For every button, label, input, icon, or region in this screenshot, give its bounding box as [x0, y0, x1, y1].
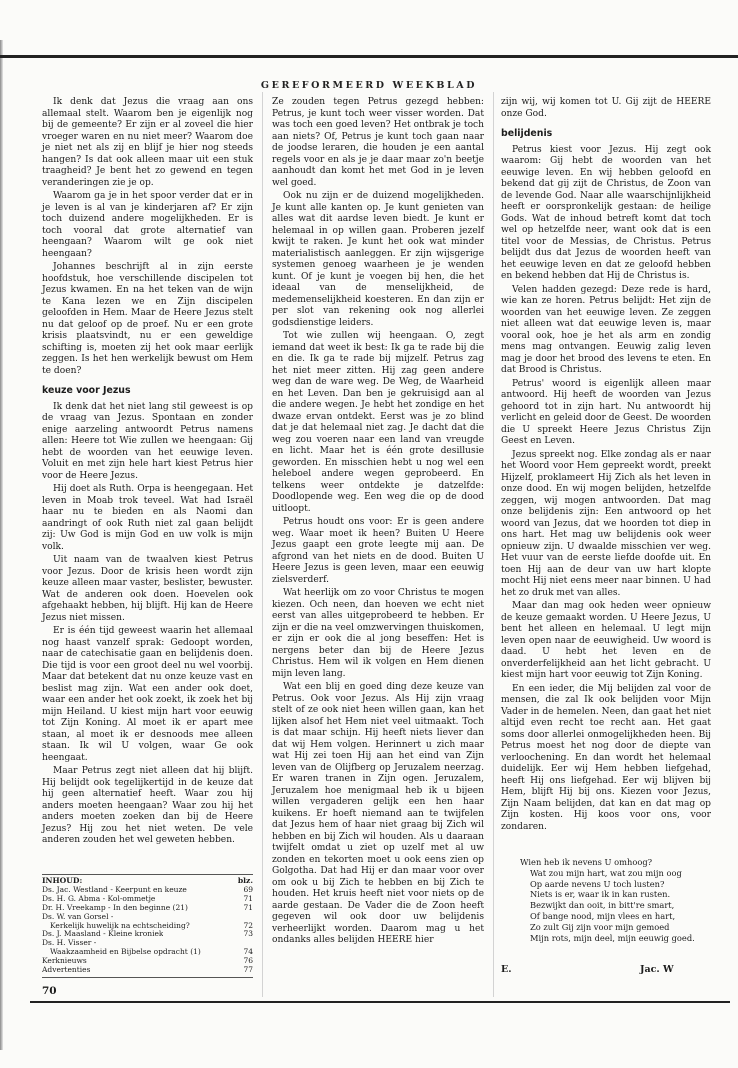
poem-line: Op aarde nevens U toch lusten?: [530, 878, 665, 889]
poem: [520, 857, 720, 943]
paragraph: Ze zouden tegen Petrus gezegd hebben: Petrus, je kunt toch weer visser worden. Dat was toch een goed leven? Het ontbrak je toch aan niets? Of, Petrus je kunt toch gaan naar de joodse leraren, die houden je een aantal regels voor en als je je daar maar zo'n beetje aanhoudt dan komt het met God in je leven wel goed.: [272, 97, 484, 188]
paragraph: Waarom ga je in het spoor verder dat er in je leven is al van je kinderjaren af? Er zijn toch duizend andere mogelijkheden. Er is toch vooral dat grote alternatief van heengaan? Waarom wilt ge ook niet heengaan?: [42, 191, 253, 259]
toc-page-header: blz.: [237, 876, 253, 885]
toc-entry: Ds. H. G. Abma - Kol-ommetje 71: [42, 893, 253, 903]
signature-initial: E.: [501, 964, 512, 975]
paragraph: Maar dan mag ook heden weer opnieuw de keuze gemaakt worden. U Heere Jezus, U bent het alleen en helemaal. U legt mijn leven open naar de eeuwigheid. Uw woord is daad. U hebt het leven en de onverderfelijkheid aan het licht gebracht. U kiest mijn hart voor eeuwig tot Zijn Koning.: [501, 601, 711, 680]
toc-entry: Kerknieuws 76: [42, 956, 253, 966]
scan-edge: [0, 40, 3, 1050]
paragraph: Petrus houdt ons voor: Er is geen andere weg. Waar moet ik heen? Buiten U Heere Jezus gaapt een grote leegte mij aan. De afgrond van het niets en de dood. Buiten U Heere Jezus is geen leven, maar een eeuwig zielsverderf.: [272, 517, 484, 585]
toc-entry: Kerkelijk huwelijk na echtscheiding? 72: [50, 920, 253, 930]
section-heading: keuze voor Jezus: [42, 385, 131, 396]
paragraph: Petrus kiest voor Jezus. Hij zegt ook waarom: Gij hebt de woorden van het eeuwige leven. En wij hebben geloofd en bekend dat gij zijt de Christus, de Zoon van de levende God. Naar alle waarschijnlijkheid heeft er oorspronkelijk gestaan: de heilige Gods. Wat de inhoud betreft komt dat toch wel op hetzelfde neer, want ook dat is een titel voor de Messias, de Christus. Petrus belijdt dus dat Jezus de woorden heeft van het eeuwige leven en dat ze geloofd hebben en bekend hebben dat Hij de Christus is.: [501, 144, 711, 281]
paragraph: Ik denk dat Jezus die vraag aan ons allemaal stelt. Waarom ben je eigenlijk nog bij de gemeente? Er zijn er al zoveel die hier vroeger waren en nu niet meer? Waarom doe je niet net als zij en blijf je hier nog steeds hangen? Is dat ook alleen maar uit een stuk traagheid? Je bent het zo gewend en tegen veranderingen zie je op.: [42, 97, 253, 188]
article-column-2: [272, 97, 484, 949]
toc-entry: Advertenties 77: [42, 965, 253, 975]
column-divider: [262, 92, 263, 997]
article-column-1: [42, 97, 253, 849]
page-number: 70: [42, 985, 57, 997]
footer-rule: [30, 1001, 730, 1003]
paragraph: Jezus spreekt nog. Elke zondag als er naar het Woord voor Hem gepreekt wordt, preekt Hijzelf, proklameert Hij Zich als het leven in onze dood. En wij mogen belijden, hetzelfde zeggen, wij mogen antwoorden. Dat mag onze belijdenis zijn: Een antwoord op het woord van Jezus, dat we hoorden tot diep in ons hart. Het mag uw belijdenis ook weer opnieuw zijn. U dwaalde misschien ver weg. Het vuur van de eerste liefde doofde uit. En toen Hij aan de deur van uw hart klopte mocht Hij niet eens meer naar binnen. U had het zo druk met van alles.: [501, 449, 711, 598]
toc-entry: Ds. Jac. Westland - Keerpunt en keuze 69: [42, 884, 253, 894]
paragraph: Ik denk dat het niet lang stil geweest is op de vraag van Jezus. Spontaan en zonder enige aarzeling antwoordt Petrus namens allen: Heere tot Wie zullen we heengaan: Gij hebt de woorden van het eeuwige leven. Voluit en met zijn hele hart kiest Petrus hier voor de Heere Jezus.: [42, 401, 253, 481]
column-divider: [493, 92, 494, 997]
toc-entry: Dr. H. Vreekamp - In den beginne (21) 71: [42, 902, 253, 912]
toc-rule: [42, 977, 253, 978]
toc-entry: Ds. J. Maasland - Kleine kroniek 73: [42, 929, 253, 939]
paragraph: Er is één tijd geweest waarin het allemaal nog haast vanzelf sprak: Gedoopt worden, naar de catechisatie gaan en belijdenis doen. Die tijd is voor een groot deel nu wel voorbij. Maar dat betekent dat nu onze keuze vast en beslist mag zijn. Wat een ander ook doet, waar een ander het ook zoekt, ik zoek het bij mijn Heiland. U kiest mijn hart voor eeuwig tot Zijn Koning. Al moet ik er apart mee staan, al moet ik er desnoods mee alleen staan. Ik wil U volgen, waar Ge ook heengaat.: [42, 626, 253, 763]
poem-line: Mijn rots, mijn deel, mijn eeuwig goed.: [530, 932, 695, 943]
paragraph: Wat een blij en goed ding deze keuze van Petrus. Ook voor Jezus. Als Hij zijn vraag stelt of ze ook niet heen willen gaan, kan het lijken alsof het Hem niet veel uitmaakt. Toch is dat maar schijn. Hij heeft niets liever dan dat wij Hem volgen. Herinnert u zich maar wat Hij zei toen Hij aan het eind van Zijn leven van de Olijfberg op Jeruzalem neerzag. Er waren tranen in Zijn ogen. Jeruzalem, Jeruzalem hoe menigmaal heb ik u bijeen willen vergaderen gelijk een hen haar kuikens. Er hoeft niemand aan te twijfelen dat Jezus hem of haar niet graag bij Zich wil hebben en bij Zich wil houden. Als u daaraan twijfelt omdat u ziet op uzelf met al uw zonden en tekorten moet u ook eens zien op Golgotha. Dat had Hij er dan maar voor over om ook u bij Zich te hebben en bij Zich te houden. Het kruis heeft niet voor niets op de aarde gestaan. De Vader die de Zoon heeft gegeven wil ook door uw belijdenis verheerlijkt worden. Daarom mag u het ondanks alles belijden HEERE hier: [272, 682, 484, 945]
paragraph: En een ieder, die Mij belijden zal voor de mensen, die zal Ik ook belijden voor Mijn Vader in de hemelen. Neen, dan gaat het niet altijd even recht toe recht aan. Het gaat soms door allerlei onmogelijkheden heen. Bij Petrus moest het nog door de diepte van verloochening. En dan wordt het helemaal duidelijk. Eer wij Hem hebben liefgehad, heeft Hij ons liefgehad. Eer wij blijven bij Hem, blijft Hij bij ons. Kiezen voor Jezus, Zijn Naam belijden, dat kan en dat mag op Zijn kosten. Hij koos voor ons, voor zondaren.: [501, 683, 711, 832]
toc-entry: Waakzaamheid en Bijbelse opdracht (1) 74: [50, 947, 253, 957]
paragraph: Petrus' woord is eigenlijk alleen maar antwoord. Hij heeft de woorden van Jezus gehoord tot in zijn hart. Nu antwoordt hij verlicht en geleid door de Geest. De woorden die U spreekt Heere Jezus Christus Zijn Geest en Leven.: [501, 378, 711, 446]
poem-line: Of bange nood, mijn vlees en hart,: [530, 910, 676, 921]
paragraph: Tot wie zullen wij heengaan. O, zegt iemand dat weet ik best: Ik ga te rade bij die en die. Ik ga te rade bij mijzelf. Petrus zag het niet meer zitten. Hij zag geen andere weg dan de ware weg. De Weg, de Waarheid en het Leven. Dan ben je gekruisigd aan al die andere wegen. Je hebt het zondige en het dwaze ervan ontdekt. Eerst was je zo blind dat je dat helemaal niet zag. Je dacht dat die weg zou voeren naar een land van vreugde en licht. Maar het is één grote desillusie geworden. En misschien hebt u nog wel een heleboel andere wegen geprobeerd. En telkens weer ontdekte je datzelfde: Doodlopende weg. Een weg die op de dood uitloopt.: [272, 331, 484, 514]
masthead: GEREFORMEERD WEEKBLAD: [260, 80, 478, 91]
paragraph: Uit naam van de twaalven kiest Petrus voor Jezus. Door de krisis heen wordt zijn keuze alleen maar vaster, beslister, bewuster. Wat de anderen ook doen. Hoevelen ook afgehaakt hebben, hij blijft. Hij kan de Heere Jezus niet missen.: [42, 555, 253, 623]
toc-entry: Ds. H. Visser -: [42, 939, 97, 948]
paragraph: zijn wij, wij komen tot U. Gij zijt de HEERE onze God.: [501, 97, 711, 119]
paragraph: Hij doet als Ruth. Orpa is heengegaan. Het leven in Moab trok teveel. Wat had Israël haar nu te bieden en als Naomi dan aandringt of ook Ruth niet zal gaan belijdt zij: Uw God is mijn God en uw volk is mijn volk.: [42, 484, 253, 552]
section-heading: belijdenis: [501, 128, 553, 139]
poem-line: Bezwijkt dan ooit, in bitt're smart,: [530, 900, 675, 911]
paragraph: Ook nu zijn er de duizend mogelijkheden. Je kunt alle kanten op. Je kunt genieten van alles wat dit aardse leven biedt. Je kunt er helemaal in op willen gaan. Proberen jezelf kwijt te raken. Je kunt het ook wat minder materialistisch aanleggen. Er zijn wijsgerige systemen genoeg waarheen je je wenden kunt. Of je kunt je voegen bij hen, die het ideaal van de menselijkheid, de medemenselijkheid koesteren. En dan zijn er per slot van rekening ook nog allerlei godsdienstige leiders.: [272, 191, 484, 328]
article-column-3: [501, 97, 711, 835]
paragraph: Velen hadden gezegd: Deze rede is hard, wie kan ze horen. Petrus belijdt: Het zijn de woorden van het eeuwige leven. Ze zeggen niet alleen wat dat eeuwige leven is, maar vooral ook, hoe je het als arm en zondig mens mag ontvangen. Eeuwig zalig leven mag je door het brood des levens te eten. En dat Brood is Christus.: [501, 284, 711, 375]
table-of-contents: [42, 874, 253, 978]
paragraph: Johannes beschrijft al in zijn eerste hoofdstuk, hoe verschillende discipelen tot Jezus kwamen. En na het teken van de wijn te Kana lezen we en Zijn discipelen geloofden in Hem. Maar de Heere Jezus stelt nu dat geloof op de proef. Nu er een grote krisis plaatsvindt, nu er een geweldige schifting is, moeten zij het ook maar eerlijk zeggen. Is het hen werkelijk bewust om Hem te doen?: [42, 262, 253, 376]
signature-author: Jac. W: [640, 964, 674, 975]
poem-line: Zo zult Gij zijn voor mijn gemoed: [530, 921, 670, 932]
header-rule: [0, 55, 738, 58]
paragraph: Maar Petrus zegt niet alleen dat hij blijft. Hij belijdt ook tegelijkertijd in de keuze dat hij geen alternatief heeft. Waar zou hij anders moeten heengaan? Waar zou hij het anders moeten zoeken dan bij de Heere Jezus? Hij zou het niet weten. De vele anderen zouden het wel geweten hebben.: [42, 766, 253, 845]
poem-line: Wat zou mijn hart, wat zou mijn oog: [530, 867, 682, 878]
toc-entry: Ds. W. van Gorsel -: [42, 912, 114, 921]
toc-title: INHOUD:: [42, 876, 83, 885]
poem-line: Niets is er, waar ik in kan rusten.: [530, 889, 671, 900]
paragraph: Wat heerlijk om zo voor Christus te mogen kiezen. Och neen, dan hoeven we echt niet eerst van alles uitgeprobeerd te hebben. Er zijn er die na veel omzwervingen thuiskomen, er zijn er ook die al jong beseffen: Het is nergens beter dan bij de Heere Jezus Christus. Hem wil ik volgen en Hem dienen mijn leven lang.: [272, 588, 484, 679]
toc-header: [42, 877, 253, 886]
poem-line: Wien heb ik nevens U omhoog?: [520, 857, 653, 867]
